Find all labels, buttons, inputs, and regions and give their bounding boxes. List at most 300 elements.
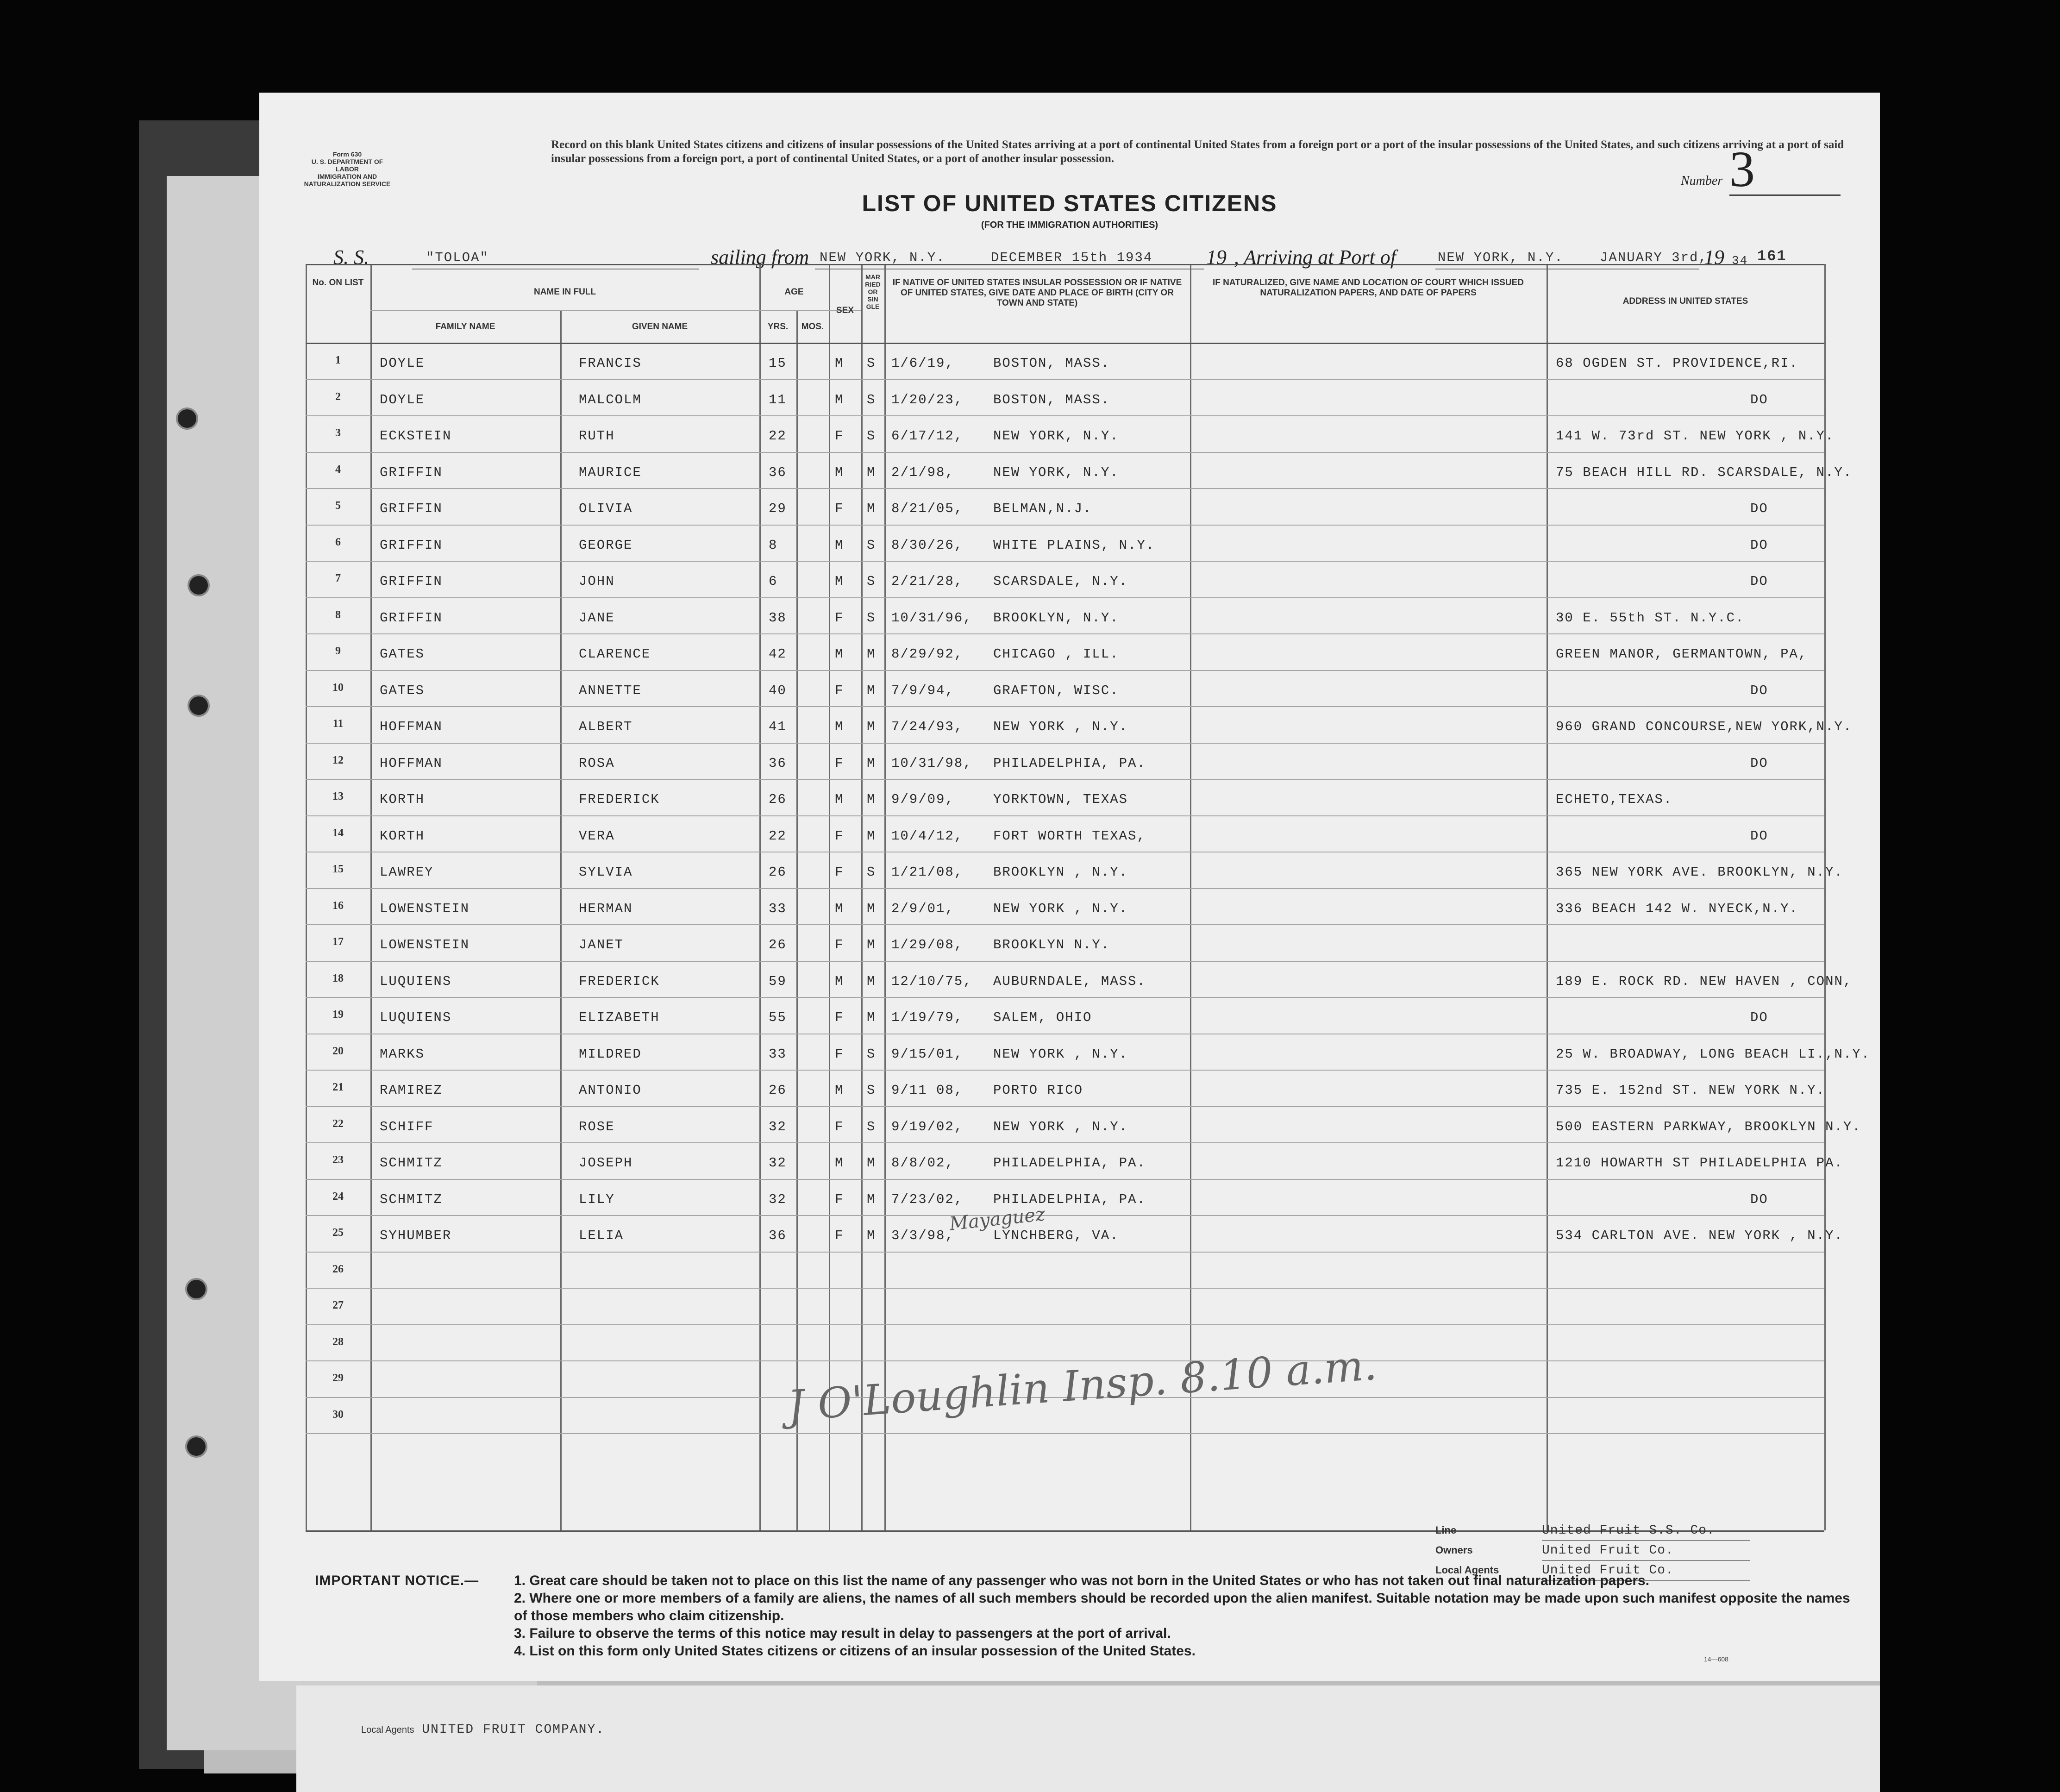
cell-birth-place: PORTO RICO [993,1083,1083,1098]
row-divider [306,1179,1824,1180]
cell-age: 26 [769,865,787,880]
cell-sex: F [835,1228,844,1243]
cell-given: GEORGE [579,537,633,553]
cell-age: 38 [769,610,787,626]
cell-ms: S [867,1083,876,1098]
cell-family: ECKSTEIN [380,428,452,444]
cell-given: VERA [579,828,615,844]
cell-given: FRANCIS [579,356,642,371]
cell-family: DOYLE [380,356,425,371]
cell-address: 68 OGDEN ST. PROVIDENCE,RI. [1556,356,1798,371]
row-number: 1 [335,354,341,366]
cell-sex: M [835,646,844,662]
column-divider [1190,264,1191,1530]
cell-ms: M [867,828,876,844]
cell-ms: M [867,1010,876,1025]
cell-age: 36 [769,755,787,771]
cell-given: MILDRED [579,1046,642,1062]
header-married-single: MARRIED OR SINGLE [865,273,881,310]
cell-sex: F [835,1119,844,1134]
cell-given: OLIVIA [579,501,633,516]
header-bottom-border [306,343,1824,344]
cell-address: 141 W. 73rd ST. NEW YORK , N.Y. [1556,428,1835,444]
arriving-label: , Arriving at Port of [1234,246,1396,269]
cell-ms: S [867,1046,876,1062]
port-to: NEW YORK, N.Y. [1438,250,1564,265]
year-prefix-1: 19 [1206,246,1227,269]
cell-ms: M [867,719,876,734]
row-number: 7 [335,572,341,584]
column-divider [861,264,863,1530]
cell-ms: M [867,1155,876,1171]
cell-sex: F [835,1010,844,1025]
row-number: 8 [335,608,341,621]
row-divider [306,488,1824,489]
cell-birth-place: NEW YORK, N.Y. [993,464,1119,480]
row-divider [306,1288,1824,1289]
row-number: 21 [332,1081,344,1093]
cell-given: ALBERT [579,719,633,734]
cell-age: 40 [769,683,787,698]
handwritten-place-note: Mayaguez [948,1203,1046,1235]
row-divider [306,670,1824,671]
row-divider [306,706,1824,707]
cell-given: JOSEPH [579,1155,633,1171]
notice-item: 2. Where one or more members of a family are aliens, the names of all such members should be recorded upon the alien manifest. Suitable notation may be made upon such manifest opposite the names of those members who claim citizenship. [514,1591,1850,1623]
cell-ms: M [867,901,876,916]
cell-given: ELIZABETH [579,1010,660,1025]
row-number: 16 [332,899,344,912]
cell-birth-date: 10/4/12, [891,828,964,844]
cell-birth-place: LYNCHBERG, VA. [993,1228,1119,1243]
cell-given: LILY [579,1191,615,1207]
row-number: 5 [335,500,341,512]
cell-birth-place: NEW YORK , N.Y. [993,1119,1128,1134]
header-birth: IF NATIVE OF UNITED STATES INSULAR POSSESSION OR IF NATIVE OF UNITED STATES, GIVE DATE AND PLACE OF BIRTH (CITY OR TOWN AND STATE) [892,278,1182,308]
cell-address: 365 NEW YORK AVE. BROOKLYN, N.Y. [1556,865,1843,880]
row-number: 11 [332,718,344,730]
agents-value: United Fruit Co. [1542,1561,1750,1581]
row-number: 10 [332,681,344,694]
cell-sex: F [835,828,844,844]
row-divider [306,1070,1824,1071]
cell-sex: F [835,428,844,444]
cell-birth-date: 1/6/19, [891,356,954,371]
cell-address: DO [1750,392,1768,407]
stamp-number: 161 [1757,248,1787,265]
row-number: 30 [332,1408,344,1421]
row-number: 2 [335,390,341,403]
cell-address: DO [1750,683,1768,698]
cell-address: ECHETO,TEXAS. [1556,792,1673,807]
cell-family: SCHMITZ [380,1191,443,1207]
binder-hole [188,574,210,596]
row-number: 22 [332,1117,344,1130]
cell-address: 25 W. BROADWAY, LONG BEACH LI.,N.Y. [1556,1046,1871,1062]
cell-sex: M [835,392,844,407]
row-number: 28 [332,1335,344,1348]
page-subtitle: (FOR THE IMMIGRATION AUTHORITIES) [981,220,1158,230]
row-number: 12 [332,754,344,766]
cell-sex: M [835,901,844,916]
row-number: 14 [332,827,344,839]
cell-family: LUQUIENS [380,1010,452,1025]
cell-ms: M [867,1228,876,1243]
cell-sex: M [835,464,844,480]
cell-birth-date: 2/21/28, [891,574,964,589]
binder-hole [176,407,198,430]
cell-birth-place: NEW YORK, N.Y. [993,428,1119,444]
cell-birth-place: PHILADELPHIA, PA. [993,1191,1146,1207]
row-divider [306,452,1824,453]
cell-age: 26 [769,792,787,807]
date-from: DECEMBER 15th 1934 [991,250,1153,265]
cell-birth-date: 8/29/92, [891,646,964,662]
cell-birth-date: 6/17/12, [891,428,964,444]
cell-address: DO [1750,755,1768,771]
row-divider [306,1360,1824,1361]
cell-family: LOWENSTEIN [380,901,470,916]
port-from: NEW YORK, N.Y. [820,250,945,265]
cell-birth-date: 3/3/98, [891,1228,954,1243]
cell-given: MAURICE [579,464,642,480]
cell-sex: M [835,719,844,734]
cell-birth-date: 7/23/02, [891,1191,964,1207]
date-to: JANUARY 3rd, [1600,250,1708,265]
cell-address: 336 BEACH 142 W. NYECK,N.Y. [1556,901,1798,916]
cell-sex: F [835,610,844,626]
cell-age: 22 [769,828,787,844]
cell-sex: M [835,574,844,589]
cell-given: MALCOLM [579,392,642,407]
cell-family: MARKS [380,1046,425,1062]
cell-given: ANTONIO [579,1083,642,1098]
cell-age: 33 [769,1046,787,1062]
cell-address: DO [1750,574,1768,589]
cell-birth-date: 9/15/01, [891,1046,964,1062]
cell-age: 42 [769,646,787,662]
column-divider [560,310,562,1530]
column-divider [796,310,798,1530]
cell-age: 41 [769,719,787,734]
row-divider [306,779,1824,780]
cell-address: 534 CARLTON AVE. NEW YORK , N.Y. [1556,1228,1843,1243]
cell-age: 8 [769,537,778,553]
row-divider [306,379,1824,380]
cell-family: HOFFMAN [380,719,443,734]
cell-ms: S [867,537,876,553]
cell-family: GRIFFIN [380,610,443,626]
cell-address: DO [1750,537,1768,553]
cell-family: GRIFFIN [380,464,443,480]
underlying-agents: Local Agents UNITED FRUIT COMPANY. [361,1723,605,1737]
cell-given: HERMAN [579,901,633,916]
cell-ms: M [867,464,876,480]
cell-age: 33 [769,901,787,916]
row-divider [306,1142,1824,1143]
row-number: 9 [335,645,341,657]
cell-family: RAMIREZ [380,1083,443,1098]
header-no-on-list: No. ON LIST [312,278,364,288]
cell-birth-place: NEW YORK , N.Y. [993,1046,1128,1062]
row-divider [306,1215,1824,1216]
cell-ms: M [867,792,876,807]
cell-birth-place: YORKTOWN, TEXAS [993,792,1128,807]
cell-address: 189 E. ROCK RD. NEW HAVEN , CONN, [1556,973,1853,989]
row-divider [306,633,1824,634]
row-divider [306,597,1824,598]
header-age: AGE [784,287,804,297]
cell-birth-place: NEW YORK , N.Y. [993,901,1128,916]
cell-sex: M [835,1155,844,1171]
cell-birth-place: PHILADELPHIA, PA. [993,1155,1146,1171]
header-years: YRS. [767,322,789,332]
year-prefix-2: 19 [1704,246,1724,269]
cell-address: DO [1750,1010,1768,1025]
table-top-border [306,264,1824,265]
cell-sex: M [835,1083,844,1098]
cell-age: 6 [769,574,778,589]
cell-address: GREEN MANOR, GERMANTOWN, PA, [1556,646,1808,662]
column-divider [829,264,830,1530]
cell-age: 36 [769,1228,787,1243]
cell-given: ROSE [579,1119,615,1134]
header-address: ADDRESS IN UNITED STATES [1622,296,1748,306]
agents-label: Local Agents [1435,1564,1499,1576]
header-sex: SEX [836,306,854,315]
owners-value: United Fruit Co. [1542,1541,1750,1561]
cell-ms: S [867,1119,876,1134]
cell-address: 75 BEACH HILL RD. SCARSDALE, N.Y. [1556,464,1853,480]
cell-sex: F [835,755,844,771]
cell-birth-place: CHICAGO , ILL. [993,646,1119,662]
row-divider [306,1252,1824,1253]
row-divider [306,415,1824,416]
cell-ms: S [867,574,876,589]
cell-ms: S [867,392,876,407]
number-value: 3 [1729,144,1841,196]
cell-family: KORTH [380,828,425,844]
cell-address: 960 GRAND CONCOURSE,NEW YORK,N.Y. [1556,719,1853,734]
column-divider [370,264,372,1530]
cell-birth-date: 10/31/96, [891,610,972,626]
cell-family: LAWREY [380,865,434,880]
sailing-from-label: sailing from [711,246,809,269]
cell-birth-date: 7/9/94, [891,683,954,698]
cell-age: 15 [769,356,787,371]
cell-family: GATES [380,646,425,662]
row-divider [306,961,1824,962]
cell-family: HOFFMAN [380,755,443,771]
cell-age: 26 [769,937,787,952]
underlying-sheet-strip [296,1685,1880,1792]
cell-family: LOWENSTEIN [380,937,470,952]
row-number: 3 [335,427,341,439]
cell-address: 735 E. 152nd ST. NEW YORK N.Y. [1556,1083,1826,1098]
cell-ms: S [867,610,876,626]
cell-address: 30 E. 55th ST. N.Y.C. [1556,610,1745,626]
cell-age: 32 [769,1191,787,1207]
row-number: 25 [332,1227,344,1239]
cell-sex: F [835,865,844,880]
row-divider [306,525,1824,526]
cell-family: SCHMITZ [380,1155,443,1171]
cell-family: DOYLE [380,392,425,407]
cell-given: CLARENCE [579,646,651,662]
row-number: 26 [332,1263,344,1275]
cell-address: 1210 HOWARTH ST PHILADELPHIA PA. [1556,1155,1843,1171]
notice-item: 1. Great care should be taken not to place on this list the name of any passenger who was not born in the United States or who has not taken out final naturalization papers. [514,1573,1650,1588]
row-divider [306,815,1824,816]
cell-birth-place: BROOKLYN , N.Y. [993,865,1128,880]
manifest-sheet [259,93,1880,1681]
passenger-table [306,264,1871,1530]
cell-given: RUTH [579,428,615,444]
header-naturalized: IF NATURALIZED, GIVE NAME AND LOCATION OF COURT WHICH ISSUED NATURALIZATION PAPERS, AND DATE OF PAPERS [1212,278,1524,298]
form-identifier: Form 630 U. S. DEPARTMENT OF LABOR IMMIGRATION AND NATURALIZATION SERVICE [304,150,391,188]
row-divider [306,743,1824,744]
cell-ms: M [867,973,876,989]
cell-age: 59 [769,973,787,989]
ss-label: S. S. [333,246,369,269]
cell-ms: M [867,755,876,771]
cell-family: GRIFFIN [380,537,443,553]
notice-item: 4. List on this form only United States citizens or citizens of an insular possession of the United States. [514,1643,1196,1659]
cell-sex: M [835,537,844,553]
row-number: 4 [335,463,341,476]
binder-hole [188,695,210,717]
cell-birth-place: BROOKLYN, N.Y. [993,610,1119,626]
form-code: 14—608 [1704,1655,1728,1663]
row-number: 13 [332,790,344,802]
row-number: 18 [332,972,344,984]
cell-given: ROSA [579,755,615,771]
inspector-signature: J O'Loughlin Insp. 8.10 a.m. [786,1341,1378,1431]
cell-age: 26 [769,1083,787,1098]
cell-age: 11 [769,392,787,407]
cell-sex: F [835,1046,844,1062]
cell-sex: F [835,1191,844,1207]
ship-name: "TOLOA" [426,250,489,265]
cell-sex: F [835,501,844,516]
row-divider [306,1433,1824,1434]
line-value: United Fruit S.S. Co. [1542,1522,1750,1541]
cell-birth-place: FORT WORTH TEXAS, [993,828,1146,844]
cell-family: SCHIFF [380,1119,434,1134]
binder-hole [185,1435,207,1458]
cell-family: GRIFFIN [380,574,443,589]
cell-birth-place: SALEM, OHIO [993,1010,1092,1025]
notice-item: 3. Failure to observe the terms of this notice may result in delay to passengers at the port of arrival. [514,1626,1171,1641]
cell-ms: M [867,937,876,952]
cell-given: SYLVIA [579,865,633,880]
cell-family: SYHUMBER [380,1228,452,1243]
cell-birth-date: 12/10/75, [891,973,972,989]
header-months: MOS. [801,322,824,332]
cell-birth-date: 8/8/02, [891,1155,954,1171]
cell-sex: F [835,683,844,698]
column-divider [759,264,761,1530]
cell-family: GATES [380,683,425,698]
cell-birth-place: NEW YORK , N.Y. [993,719,1128,734]
cell-birth-place: WHITE PLAINS, N.Y. [993,537,1155,553]
line-label: Line [1435,1524,1457,1536]
binder-hole [185,1278,207,1300]
cell-given: FREDERICK [579,973,660,989]
cell-birth-date: 9/9/09, [891,792,954,807]
cell-birth-date: 1/20/23, [891,392,964,407]
cell-birth-date: 8/21/05, [891,501,964,516]
cell-ms: S [867,865,876,880]
cell-birth-date: 1/29/08, [891,937,964,952]
cell-given: FREDERICK [579,792,660,807]
cell-birth-date: 2/9/01, [891,901,954,916]
row-number: 19 [332,1009,344,1021]
cell-address: 500 EASTERN PARKWAY, BROOKLYN N.Y. [1556,1119,1861,1134]
cell-family: KORTH [380,792,425,807]
cell-age: 29 [769,501,787,516]
row-divider [306,1324,1824,1325]
row-divider [306,997,1824,998]
cell-birth-date: 7/24/93, [891,719,964,734]
cell-ms: M [867,683,876,698]
cell-birth-date: 9/11 08, [891,1083,964,1098]
record-instructions: Record on this blank United States citizens and citizens of insular possessions of the United States arriving at a port of continental United States from a foreign port or a port of the insular possessions of the United States, and such citizens arriving at a port of said insular possessions from a foreign port, a port of continental United States, or a port of another insular possession. [551,138,1844,165]
row-divider [306,1106,1824,1107]
cell-given: LELIA [579,1228,624,1243]
cell-birth-place: BOSTON, MASS. [993,356,1110,371]
cell-birth-place: SCARSDALE, N.Y. [993,574,1128,589]
cell-sex: M [835,792,844,807]
cell-family: LUQUIENS [380,973,452,989]
cell-age: 32 [769,1119,787,1134]
header-family-name: FAMILY NAME [435,322,495,332]
cell-given: ANNETTE [579,683,642,698]
cell-ms: M [867,646,876,662]
row-divider [306,888,1824,889]
number-label: Number [1681,174,1723,188]
column-divider [1824,264,1826,1530]
cell-given: JANET [579,937,624,952]
cell-address: DO [1750,501,1768,516]
column-divider [884,264,886,1530]
cell-given: JOHN [579,574,615,589]
owners-label: Owners [1435,1544,1473,1556]
cell-birth-date: 10/31/98, [891,755,972,771]
cell-age: 22 [769,428,787,444]
cell-given: JANE [579,610,615,626]
header-sub-divider [370,310,861,311]
cell-sex: F [835,937,844,952]
row-number: 24 [332,1190,344,1203]
row-number: 29 [332,1372,344,1384]
cell-sex: M [835,973,844,989]
row-number: 23 [332,1154,344,1166]
cell-birth-date: 9/19/02, [891,1119,964,1134]
cell-birth-date: 8/30/26, [891,537,964,553]
row-divider [306,561,1824,562]
cell-age: 32 [769,1155,787,1171]
year-suffix: 34 [1732,254,1748,268]
header-given-name: GIVEN NAME [632,322,688,332]
cell-age: 36 [769,464,787,480]
cell-address: DO [1750,828,1768,844]
notice-heading: IMPORTANT NOTICE.— [315,1573,479,1588]
cell-ms: S [867,356,876,371]
row-number: 27 [332,1299,344,1311]
cell-ms: M [867,501,876,516]
row-number: 20 [332,1045,344,1057]
